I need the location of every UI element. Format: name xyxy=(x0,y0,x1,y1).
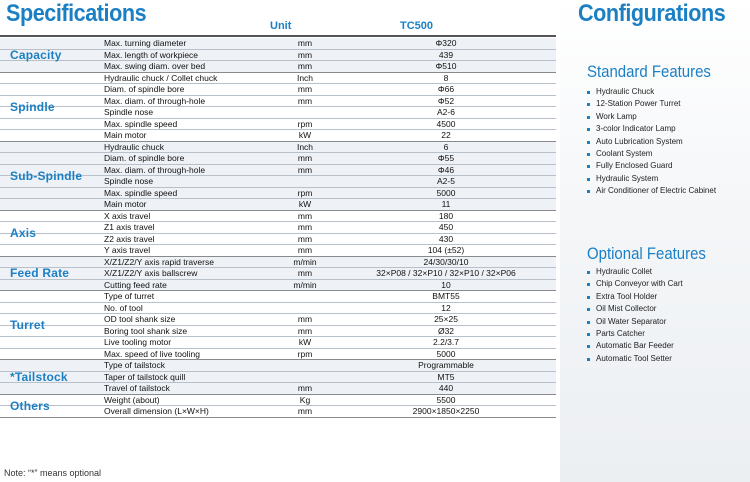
standard-feature xyxy=(586,123,716,135)
spec-item: Diam. of spindle bore xyxy=(104,153,185,164)
spec-value: Φ66 xyxy=(437,84,455,95)
spec-unit: mm xyxy=(297,49,313,60)
unit-column-header: Unit xyxy=(270,20,292,32)
spec-item: Max. speed of live tooling xyxy=(104,348,200,359)
spec-group-name: Spindle xyxy=(10,99,55,114)
spec-unit: mm xyxy=(297,210,313,221)
optional-feature xyxy=(586,266,683,278)
spec-group xyxy=(0,360,556,395)
spec-group-name: Feed Rate xyxy=(10,266,70,281)
spec-item: Diam. of spindle bore xyxy=(104,84,185,95)
spec-item: Live tooling motor xyxy=(104,337,172,348)
spec-unit: mm xyxy=(297,153,313,164)
spec-item: Max. diam. of through-hole xyxy=(104,164,206,175)
standard-feature xyxy=(586,160,716,172)
spec-row xyxy=(0,60,556,72)
spec-row xyxy=(0,129,556,141)
spec-value: 180 xyxy=(438,210,454,221)
spec-unit: Kg xyxy=(299,394,311,405)
spec-item: Hydraulic chuck xyxy=(104,141,164,152)
spec-unit: kW xyxy=(298,199,312,210)
spec-unit: m/min xyxy=(293,256,317,267)
spec-row xyxy=(0,257,556,268)
spec-group xyxy=(0,73,556,142)
bullet-icon xyxy=(587,190,590,193)
specifications-title: Specifications xyxy=(6,0,147,27)
optional-feature-label: Automatic Tool Setter xyxy=(596,353,672,363)
spec-item: Max. turning diameter xyxy=(104,38,187,49)
spec-unit: mm xyxy=(297,383,313,394)
spec-value: Φ52 xyxy=(437,95,455,106)
spec-item: Cutting feed rate xyxy=(104,279,167,290)
spec-item: Travel of tailstock xyxy=(104,383,170,394)
spec-row xyxy=(0,49,556,61)
spec-value: Φ55 xyxy=(437,153,455,164)
spec-unit: mm xyxy=(297,164,313,175)
spec-value: BMT55 xyxy=(432,291,460,302)
spec-unit: mm xyxy=(297,84,313,95)
spec-value: 104 (±52) xyxy=(427,245,465,256)
bullet-icon xyxy=(587,296,590,299)
standard-feature xyxy=(586,185,716,197)
spec-value: 5500 xyxy=(436,394,456,405)
spec-value: 32×P08 / 32×P10 / 32×P10 / 32×P06 xyxy=(376,268,516,279)
spec-unit: mm xyxy=(297,95,313,106)
spec-row xyxy=(0,405,556,417)
spec-row xyxy=(0,325,556,337)
spec-item: Taper of tailstock quill xyxy=(104,371,186,382)
standard-feature-label: 3-color Indicator Lamp xyxy=(596,124,676,134)
spec-row xyxy=(0,152,556,164)
bullet-icon xyxy=(587,91,590,94)
spec-item: Max. swing diam. over bed xyxy=(104,61,206,72)
spec-group-name: Sub-Spindle xyxy=(10,168,83,183)
optional-feature-label: Automatic Bar Feeder xyxy=(596,341,674,351)
bullet-icon xyxy=(587,178,590,181)
optional-features-title: Optional Features xyxy=(587,244,706,263)
bullet-icon xyxy=(587,283,590,286)
spec-group xyxy=(0,291,556,360)
bullet-icon xyxy=(587,321,590,324)
optional-feature-label: Hydraulic Collet xyxy=(596,267,653,276)
spec-item: Overall dimension (L×W×H) xyxy=(104,406,209,417)
standard-features-title: Standard Features xyxy=(587,62,711,81)
spec-item: Z1 axis travel xyxy=(104,222,155,233)
spec-row xyxy=(0,360,556,371)
spec-value: 439 xyxy=(438,49,454,60)
spec-row xyxy=(0,211,556,222)
spec-value: 5000 xyxy=(436,187,456,198)
spec-item: Max. spindle speed xyxy=(104,118,178,129)
spec-item: Spindle nose xyxy=(104,176,154,187)
spec-row xyxy=(0,164,556,176)
bullet-icon xyxy=(587,271,590,274)
spec-unit: mm xyxy=(297,406,313,417)
standard-feature-label: Hydraulic System xyxy=(596,173,659,183)
bullet-icon xyxy=(587,358,590,361)
configurations-panel xyxy=(560,0,750,482)
spec-unit: mm xyxy=(297,61,313,72)
spec-group xyxy=(0,257,556,292)
optional-feature xyxy=(586,328,683,340)
spec-value: 8 xyxy=(443,72,449,83)
bullet-icon xyxy=(587,116,590,119)
spec-item: OD tool shank size xyxy=(104,314,176,325)
spec-value: 5000 xyxy=(436,348,456,359)
spec-group xyxy=(0,395,556,418)
optional-note: Note: “*” means optional xyxy=(4,468,102,478)
spec-value: MT5 xyxy=(437,371,455,382)
spec-group-name: Axis xyxy=(10,226,37,240)
optional-feature-label: Oil Water Separator xyxy=(596,316,667,326)
spec-row xyxy=(0,95,556,107)
standard-feature xyxy=(586,111,716,123)
spec-value: 6 xyxy=(443,141,449,152)
header-divider xyxy=(0,35,556,37)
spec-value: Φ46 xyxy=(437,164,455,175)
standard-feature xyxy=(586,173,716,185)
spec-row xyxy=(0,73,556,84)
spec-value: Φ320 xyxy=(435,38,457,49)
spec-group-name: Turret xyxy=(10,318,45,332)
spec-item: X/Z1/Z2/Y axis ballscrew xyxy=(104,268,198,279)
optional-feature-label: Parts Catcher xyxy=(596,328,645,338)
spec-unit: mm xyxy=(297,268,313,279)
spec-group xyxy=(0,211,556,257)
spec-item: Main motor xyxy=(104,130,147,141)
spec-value: Φ510 xyxy=(435,61,457,72)
spec-row xyxy=(0,313,556,325)
spec-row xyxy=(0,302,556,314)
standard-feature-label: Coolant System xyxy=(596,148,653,158)
spec-item: No. of tool xyxy=(104,302,143,313)
spec-value: 11 xyxy=(441,199,451,210)
spec-item: X/Z1/Z2/Y axis rapid traverse xyxy=(104,256,214,267)
spec-value: 25×25 xyxy=(434,314,458,325)
model-column-header: TC500 xyxy=(400,20,434,32)
spec-item: Hydraulic chuck / Collet chuck xyxy=(104,72,218,83)
optional-feature xyxy=(586,278,683,290)
spec-value: 450 xyxy=(438,222,454,233)
spec-unit: rpm xyxy=(297,118,313,129)
spec-unit: rpm xyxy=(297,348,313,359)
spec-row xyxy=(0,38,556,49)
bullet-icon xyxy=(587,103,590,106)
spec-row xyxy=(0,175,556,187)
spec-item: Spindle nose xyxy=(104,107,154,118)
spec-value: Ø32 xyxy=(437,325,455,336)
optional-feature xyxy=(586,291,683,303)
spec-row xyxy=(0,83,556,95)
spec-item: Max. spindle speed xyxy=(104,187,178,198)
bullet-icon xyxy=(587,333,590,336)
spec-unit: mm xyxy=(297,38,313,49)
spec-group-name: *Tailstock xyxy=(10,369,68,384)
standard-feature-label: Air Conditioner of Electric Cabinet xyxy=(596,186,717,196)
spec-value: 12 xyxy=(441,302,451,313)
spec-value: A2-6 xyxy=(437,107,455,118)
spec-group xyxy=(0,38,556,73)
spec-item: X axis travel xyxy=(104,210,151,221)
optional-feature-label: Oil Mist Collector xyxy=(596,304,657,314)
spec-value: 430 xyxy=(438,233,454,244)
spec-item: Main motor xyxy=(104,199,147,210)
spec-unit: mm xyxy=(297,233,313,244)
spec-value: 440 xyxy=(438,383,454,394)
standard-feature-label: Hydraulic Chuck xyxy=(596,87,655,96)
spec-value: 2.2/3.7 xyxy=(433,337,459,348)
spec-item: Max. length of workpiece xyxy=(104,49,199,60)
spec-item: Boring tool shank size xyxy=(104,325,188,336)
spec-table xyxy=(0,38,556,418)
spec-value: 2900×1850×2250 xyxy=(412,406,480,417)
spec-value: 24/30/30/10 xyxy=(423,256,469,267)
standard-feature-label: Work Lamp xyxy=(596,111,637,121)
spec-unit: mm xyxy=(297,314,313,325)
spec-unit: mm xyxy=(297,222,313,233)
spec-row xyxy=(0,279,556,291)
spec-row xyxy=(0,291,556,302)
standard-feature-label: Auto Lubrication System xyxy=(596,136,683,146)
optional-feature xyxy=(586,353,683,365)
spec-row xyxy=(0,244,556,256)
bullet-icon xyxy=(587,153,590,156)
spec-row xyxy=(0,233,556,245)
spec-row xyxy=(0,395,556,406)
optional-feature xyxy=(586,316,683,328)
spec-item: Z2 axis travel xyxy=(104,233,155,244)
spec-value: Programmable xyxy=(418,360,474,371)
optional-feature xyxy=(586,303,683,315)
spec-row xyxy=(0,187,556,199)
spec-unit: mm xyxy=(297,325,313,336)
spec-group xyxy=(0,142,556,211)
spec-row xyxy=(0,118,556,130)
spec-row xyxy=(0,382,556,394)
spec-value: 22 xyxy=(441,130,451,141)
spec-item: Weight (about) xyxy=(104,394,160,405)
standard-feature xyxy=(586,148,716,160)
spec-row xyxy=(0,336,556,348)
spec-value: 10 xyxy=(441,279,451,290)
spec-item: Max. diam. of through-hole xyxy=(104,95,206,106)
spec-unit: Inch xyxy=(296,72,314,83)
spec-value: 4500 xyxy=(436,118,456,129)
spec-item: Type of turret xyxy=(104,291,155,302)
spec-group-name: Capacity xyxy=(10,47,62,62)
spec-item: Y axis travel xyxy=(104,245,151,256)
standard-feature xyxy=(586,98,716,110)
spec-unit: m/min xyxy=(293,279,317,290)
spec-item: Type of tailstock xyxy=(104,360,165,371)
spec-row xyxy=(0,198,556,210)
bullet-icon xyxy=(587,165,590,168)
spec-row xyxy=(0,267,556,279)
spec-row xyxy=(0,142,556,153)
spec-unit: kW xyxy=(298,337,312,348)
bullet-icon xyxy=(587,308,590,311)
optional-feature-label: Chip Conveyor with Cart xyxy=(596,279,683,289)
optional-feature-label: Extra Tool Holder xyxy=(596,291,658,301)
bullet-icon xyxy=(587,128,590,131)
spec-unit: rpm xyxy=(297,187,313,198)
bullet-icon xyxy=(587,345,590,348)
spec-row xyxy=(0,221,556,233)
spec-group-name: Others xyxy=(10,398,50,413)
spec-value: A2-5 xyxy=(437,176,455,187)
configurations-title: Configurations xyxy=(578,0,726,27)
spec-row xyxy=(0,371,556,383)
spec-unit: Inch xyxy=(296,141,314,152)
bullet-icon xyxy=(587,141,590,144)
spec-row xyxy=(0,348,556,360)
spec-unit: kW xyxy=(298,130,312,141)
standard-features-list xyxy=(586,86,716,198)
spec-row xyxy=(0,106,556,118)
spec-unit: mm xyxy=(297,245,313,256)
standard-feature-label: 12-Station Power Turret xyxy=(596,99,681,109)
optional-features-list xyxy=(586,266,683,365)
standard-feature xyxy=(586,136,716,148)
standard-feature-label: Fully Enclosed Guard xyxy=(596,161,673,171)
standard-feature xyxy=(586,86,716,98)
optional-feature xyxy=(586,340,683,352)
